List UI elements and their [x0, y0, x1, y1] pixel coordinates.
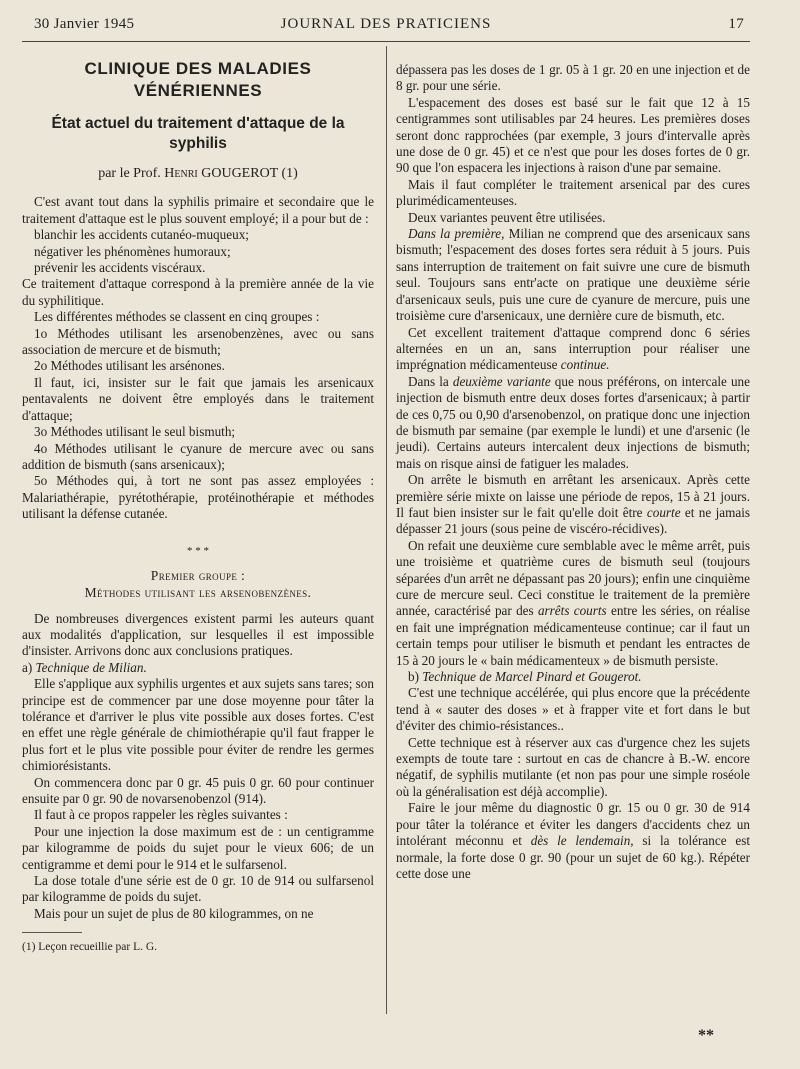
header-rule — [22, 41, 750, 42]
paragraph: Cette technique est à réserver aux cas d'urgence chez les sujets exempts de toute tare : surtout en cas de chancre à B.-W. encore négatif, de syphilis mutilante (et non pas pour une simple roséole où la généralisation est déjà accomplie). — [396, 734, 750, 799]
paragraph: 1o Méthodes utilisant les arsenobenzènes, avec ou sans association de mercure et de bismuth; — [22, 325, 374, 358]
paragraph: On arrête le bismuth en arrêtant les arsenicaux. Après cette première série mixte on laisse une période de repos, 15 à 21 jours. Il faut bien insister sur le fait qu'elle doit être courte et ne jamais dépasser 21 jours (sous peine de viscéro-récidives). — [396, 472, 750, 537]
paragraph: On commencera donc par 0 gr. 45 puis 0 gr. 60 pour continuer ensuite par 0 gr. 90 de novarsenobenzol (914). — [22, 774, 374, 806]
paragraph: Faire le jour même du diagnostic 0 gr. 15 ou 0 gr. 30 de 914 pour tâter la tolérance et éviter les dangers d'accidents chez un intolérant méconnu et dès le lendemain, si la tolérance est normale, la forte dose 0 gr. 90 (pour un sujet de 60 kg.). Répéter cette dose une — [396, 800, 750, 881]
paragraph: Ce traitement d'attaque correspond à la première année de la vie du syphilitique. — [22, 276, 374, 308]
header-date: 30 Janvier 1945 — [34, 16, 135, 32]
paragraph: Elle s'applique aux syphilis urgentes et aux sujets sans tares; son principe est de commencer par une dose moyenne pour tâter la tolérance et d'arriver le plus vite possible aux doses fortes. C'est en effet une règle générale de chimiothérapie qu'il faut frapper le plus fort et le plus vite possible pour éviter de rendre les germes chimiorésistants. — [22, 676, 374, 774]
paragraph: 2o Méthodes utilisant les arsénones. — [34, 358, 225, 374]
subsection-heading: b) Technique de Marcel Pinard et Gougerot. — [408, 669, 642, 685]
paragraph: Dans la deuxième variante que nous préférons, on intercale une injection de bismuth entre deux doses fortes d'arsenicaux; à partir de ces 0,75 ou 0,90 d'arsenobenzol, on pratique donc une injection de bismuth par semaine (par exemple le lundi) et une d'arsenic (le jeudi). Certains auteurs intercalent deux injections de bismuth; mais on risque ainsi de fatiguer les malades. — [396, 373, 750, 471]
paragraph: Mais il faut compléter le traitement arsenical par des cures plurimédicamenteuses. — [396, 176, 750, 209]
paragraph: prévenir les accidents viscéraux. — [34, 260, 206, 276]
group-heading: Premier groupe : Méthodes utilisant les arsenobenzènes. — [84, 567, 312, 600]
paragraph: Il faut, ici, insister sur le fait que jamais les arsenicaux pentavalents ne doivent être employés dans le traitement d'attaque; — [22, 374, 374, 423]
footnote: (1) Leçon recueillie par L. G. — [22, 941, 158, 954]
paragraph: La dose totale d'une série est de 0 gr. 10 de 914 ou sulfarsenol par kilogramme de poids du sujet. — [22, 873, 374, 905]
paragraph: C'est avant tout dans la syphilis primaire et secondaire que le traitement d'attaque est le plus souvent employé; il a pour but de : — [22, 194, 374, 226]
paragraph: blanchir les accidents cutanéo-muqueux; — [34, 227, 249, 243]
article-title: État actuel du traitement d'attaque de la syphilis — [51, 115, 345, 152]
right-column — [396, 62, 750, 882]
paragraph: 4o Méthodes utilisant le cyanure de mercure avec ou sans addition de bismuth (sans arsenicaux); — [22, 440, 374, 472]
paragraph: Les différentes méthodes se classent en cinq groupes : — [34, 309, 320, 325]
paragraph: L'espacement des doses est basé sur le fait que 12 à 15 centigrammes sont utilisables par 24 heures. Les premières doses seront donc rapprochées (par exemple, 3 jours d'intervalle après une dose de 0 gr. 45) et ce n'est que pour les doses fortes de 0 gr. 90 que l'on espacera les injections à raison d'une par semaine. — [396, 94, 750, 176]
paragraph: 3o Méthodes utilisant le seul bismuth; — [34, 424, 236, 440]
paragraph: Cet excellent traitement d'attaque comprend donc 6 séries alternées en un an, sans interruption pour réaliser une imprégnation médicamenteuse continue. — [396, 324, 750, 373]
header-page-number: 17 — [728, 16, 744, 32]
paragraph: Dans la première, Milian ne comprend que des arsenicaux sans bismuth; l'espacement des doses fortes sera réduit à 5 jours. Puis sans interruption de traitement on fait suivre une cure de bismuth seul. Toujours sans entr'acte on pratique une deuxième série d'arsenicaux seuls, puis une cure de cyanure de mercure, puis une troisième cure d'arsenicaux, une dernière cure de bismuth, etc. — [396, 226, 750, 324]
subsection-heading: a) Technique de Milian. — [22, 659, 147, 675]
footnote-rule — [22, 932, 82, 933]
paragraph: On refait une deuxième cure semblable avec le même arrêt, puis une troisième et quatrième cures de bismuth seul (toujours séparées d'un arrêt ne dépassant pas 20 jours); enfin une cinquième cure de mercure seul. Ceci constitue le traitement de la première année, caractérisé par des arrêts courts entre les séries, on réalise en fait une imprégnation médicamenteuse continue; car il faut un certain temps pour utiliser le bismuth et pendant les entractes de 15 à 20 jours le « bain médicamenteux » de bismuth persiste. — [396, 537, 751, 668]
paragraph: Il faut à ce propos rappeler les règles suivantes : — [34, 807, 288, 823]
column-divider — [386, 46, 387, 1014]
header-journal-name: JOURNAL DES PRATICIENS — [280, 16, 492, 32]
section-title: CLINIQUE DES MALADIES VÉNÉRIENNES — [84, 59, 312, 100]
paragraph: Pour une injection la dose maximum est de : un centigramme par kilogramme de poids du sujet pour le vieux 606; de un centigramme et demi pour le 914 et le sulfarsenol. — [22, 823, 374, 872]
left-column — [22, 58, 374, 956]
paragraph: Mais pour un sujet de plus de 80 kilogrammes, on ne — [34, 905, 314, 921]
byline: par le Prof. Henri GOUGEROT (1) — [98, 166, 298, 181]
paragraph: Deux variantes peuvent être utilisées. — [408, 209, 606, 225]
section-stars: * * * — [187, 544, 209, 557]
paragraph: De nombreuses divergences existent parmi les auteurs quant aux modalités d'application, sur lesquelles il est impossible d'insister. Arrivons donc aux conclusions pratiques. — [22, 610, 374, 659]
paragraph: négativer les phénomènes humoraux; — [34, 243, 231, 259]
author-first-name: Henri — [164, 166, 198, 181]
paragraph: dépassera pas les doses de 1 gr. 05 à 1 gr. 20 en une injection et de 8 gr. pour une série. — [396, 62, 750, 94]
paragraph: 5o Méthodes qui, à tort ne sont pas assez employées : Malariathérapie, pyrétothérapie, protéinothérapie et méthodes utilisant la défense cutanée. — [22, 473, 374, 522]
continuation-marks: ** — [698, 1027, 714, 1044]
paragraph: C'est une technique accélérée, qui plus encore que la précédente tend à « sauter des doses » et à frapper vite et fort dans le but d'éviter des chimio-résistances.. — [396, 685, 750, 734]
author-last-name: GOUGEROT (1) — [201, 166, 298, 181]
page-header — [28, 16, 744, 38]
